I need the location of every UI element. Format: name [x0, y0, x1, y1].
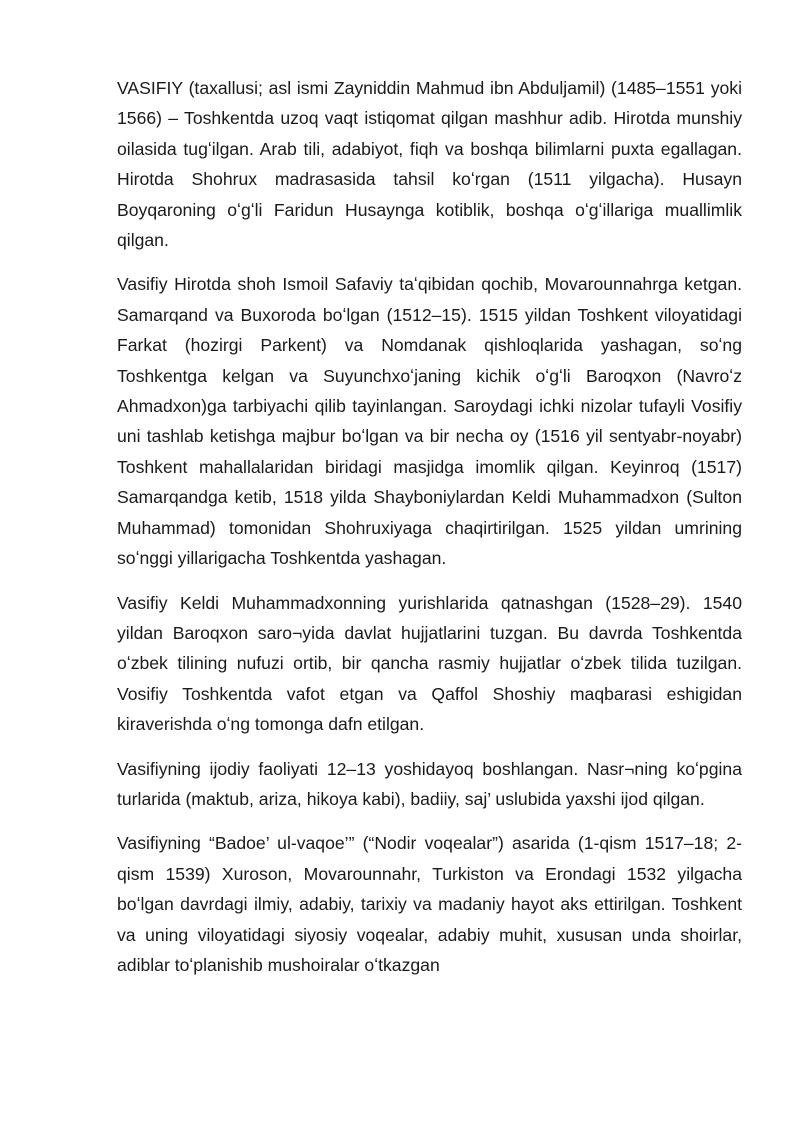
- paragraph-creative-activity: Vasifiyning ijodiy faoliyati 12–13 yoshidayoq boshlangan. Nasr¬ning koʻpgina turlarida (maktub, ariza, hikoya kabi), badiiy, saj’ uslubida yaxshi ijod qilgan.: [117, 758, 742, 809]
- paragraph-later-life: Vasifiy Keldi Muhammadxonning yurishlarida qatnashgan (1528–29). 1540 yildan Baroqxon saro¬yida davlat hujjatlarini tuzgan. Bu davrda Toshkentda oʻzbek tilining nufuzi ortib, bir qancha rasmiy hujjatlar oʻzbek tilida tuzilgan. Vosifiy Toshkentda vafot etgan va Qaffol Shoshiy maqbarasi eshigidan kiraverishda oʻng tomonga dafn etilgan.: [117, 592, 742, 735]
- paragraph-biography-intro: VASIFIY (taxallusi; asl ismi Zayniddin Mahmud ibn Abduljamil) (1485–1551 yoki 1566) – Toshkentda uzoq vaqt istiqomat qilgan mashhur adib. Hirotda munshiy oilasida tugʻilgan. Arab tili, adabiyot, fiqh va boshqa bilimlarni puxta egallagan. Hirotda Shohrux madrasasida tahsil koʻrgan (1511 yilgacha). Husayn Boyqaroning oʻgʻli Faridun Husaynga kotiblik, boshqa oʻgʻillariga muallimlik qilgan.: [117, 78, 742, 251]
- paragraph-badoe-ul-vaqoe: Vasifiyning “Badoe’ ul-vaqoe’” (“Nodir voqealar”) asarida (1-qism 1517–18; 2-qism 1539) Xuroson, Movarounnahr, Turkiston va Erondagi 1532 yilgacha boʻlgan davrdagi ilmiy, adabiy, tarixiy va madaniy hayot aks ettirilgan. Toshkent va uning viloyatidagi siyosiy voqealar, adabiy muhit, xususan unda shoirlar, adiblar toʻplanishib mushoiralar oʻtkazgan: [117, 833, 742, 975]
- document-page: [117, 73, 742, 994]
- paragraph-movarounnahr: Vasifiy Hirotda shoh Ismoil Safaviy taʻqibidan qochib, Movarounnahrga ketgan. Samarqand va Buxoroda boʻlgan (1512–15). 1515 yildan Toshkent viloyatidagi Farkat (hozirgi Parkent) va Nomdanak qishloqlarida yashagan, soʻng Toshkentga kelgan va Suyunchxoʻjaning kichik oʻgʻli Baroqxon (Navroʻz Ahmadxon)ga tarbiyachi qilib tayinlangan. Saroydagi ichki nizolar tufayli Vosifiy uni tashlab ketishga majbur boʻlgan va bir necha oy (1516 yil sentyabr-noyabr) Toshkent mahallalaridan biridagi masjidga imomlik qilgan. Keyinroq (1517) Samarqandga ketib, 1518 yilda Shayboniylardan Keldi Muhammadxon (Sulton Muhammad) tomonidan Shohruxiyaga chaqirtirilgan. 1525 yildan umrining soʻnggi yillarigacha Toshkentda yashagan.: [117, 274, 742, 569]
